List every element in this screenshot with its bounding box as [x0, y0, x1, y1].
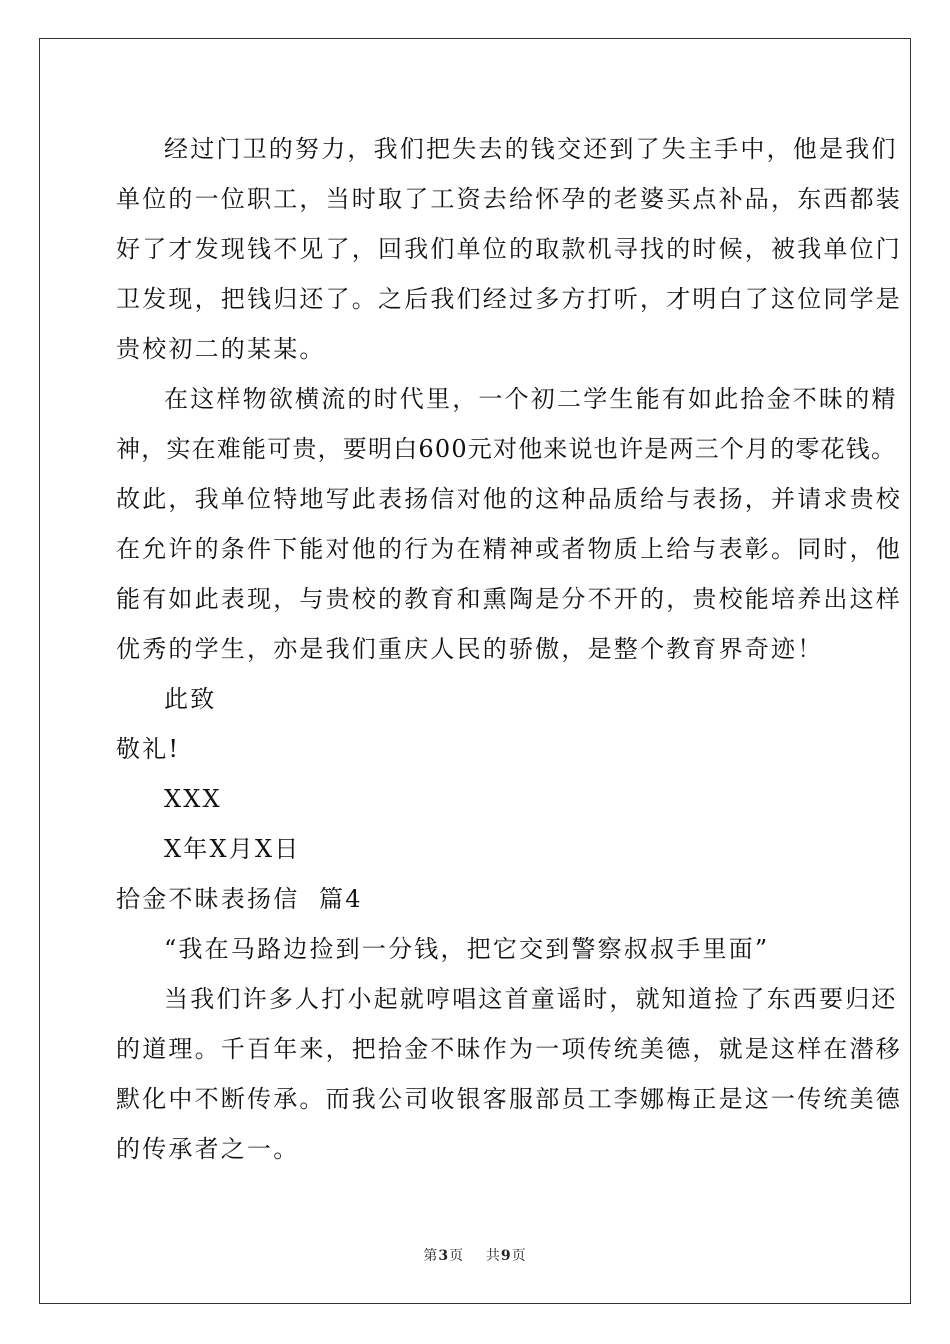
paragraph-1-line-2: 单位的一位职工，当时取了工资去给怀孕的老婆买点补品，东西都装 — [116, 185, 902, 213]
paragraph-3-line-3: 默化中不断传承。而我公司收银客服部员工李娜梅正是这一传统美德 — [116, 1085, 902, 1113]
paragraph-1-line-4: 卫发现，把钱归还了。之后我们经过多方打听，才明白了这位同学是 — [116, 285, 902, 313]
signature: XXX — [164, 785, 222, 813]
closing-salutation: 此致 — [164, 685, 217, 713]
paragraph-2-line-4: 在允许的条件下能对他的行为在精神或者物质上给与表彰。同时，他 — [116, 535, 902, 563]
page-mid: 页 共 — [449, 1248, 501, 1264]
paragraph-3-line-4: 的传承者之一。 — [116, 1135, 300, 1163]
paragraph-1-line-1: 经过门卫的努力，我们把失去的钱交还到了失主手中，他是我们 — [164, 135, 898, 163]
paragraph-2-line-6: 优秀的学生，亦是我们重庆人民的骄傲，是整个教育界奇迹！ — [116, 635, 824, 663]
section-title: 拾金不昧表扬信 篇4 — [116, 885, 363, 913]
page-footer — [0, 1245, 950, 1265]
paragraph-1-line-5: 贵校初二的某某。 — [116, 335, 326, 363]
closing-respect: 敬礼! — [116, 735, 181, 763]
page-prefix: 第 — [423, 1248, 439, 1264]
paragraph-2-line-1: 在这样物欲横流的时代里，一个初二学生能有如此拾金不昧的精 — [164, 385, 898, 413]
quote: “我在马路边捡到一分钱，把它交到警察叔叔手里面” — [164, 935, 770, 963]
page-number: 3 — [438, 1248, 450, 1264]
paragraph-2-line-2: 神，实在难能可贵，要明白600元对他来说也许是两三个月的零花钱。 — [116, 435, 897, 463]
page-suffix: 页 — [511, 1248, 527, 1264]
paragraph-1-line-3: 好了才发现钱不见了，回我们单位的取款机寻找的时候，被我单位门 — [116, 235, 902, 263]
paragraph-3-line-1: 当我们许多人打小起就哼唱这首童谣时，就知道捡了东西要归还 — [164, 985, 898, 1013]
paragraph-2-line-5: 能有如此表现，与贵校的教育和熏陶是分不开的，贵校能培养出这样 — [116, 585, 902, 613]
paragraph-2-line-3: 故此，我单位特地写此表扬信对他的这种品质给与表扬，并请求贵校 — [116, 485, 902, 513]
date: X年X月X日 — [164, 835, 301, 863]
page-total: 9 — [500, 1248, 512, 1264]
paragraph-3-line-2: 的道理。千百年来，把拾金不昧作为一项传统美德，就是这样在潜移 — [116, 1035, 902, 1063]
